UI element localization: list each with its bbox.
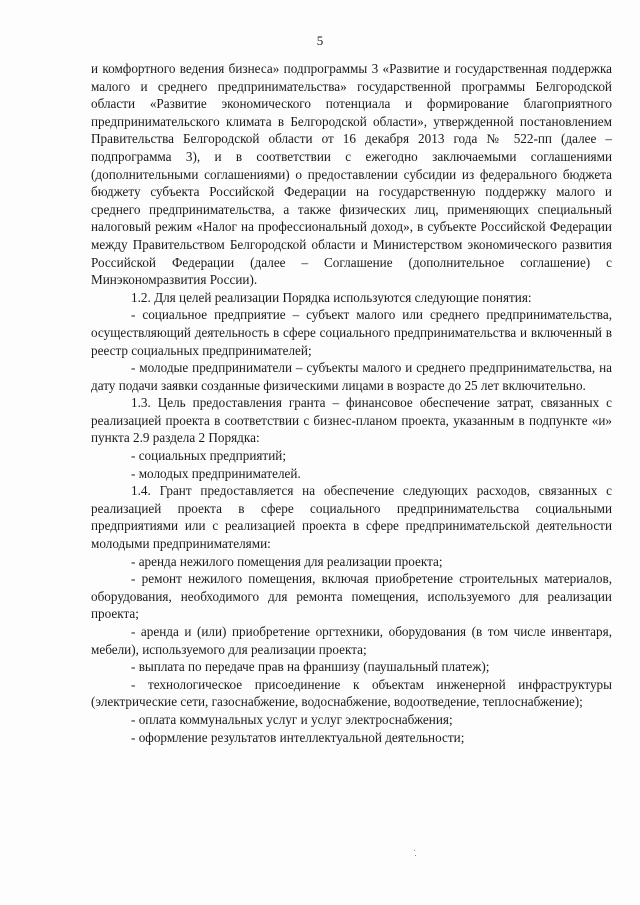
list-item: - социальных предприятий;	[131, 448, 286, 464]
paragraph-1-3: 1.3. Цель предоставления гранта – финансовое обеспечение затрат, связанных с реализацией проекта в соответствии с бизнес-планом проекта, указанным в подпункте «и» пункта 2.9 раздела 2 Порядка:	[91, 395, 612, 446]
definition-young-entrepreneurs: - молодые предприниматели – субъекты малого и среднего предпринимательства, на дату подачи заявки созданные физическими лицами в возрасте до 25 лет включительно.	[91, 360, 612, 393]
scan-speck	[415, 855, 416, 856]
paragraph-intro: и комфортного ведения бизнеса» подпрограммы 3 «Развитие и государственная поддержка малого и среднего предпринимательства» государственной программы Белгородской области «Развитие экономического потенциала и формирование благоприятного предпринимательского климата в Белгородской области», утвержденной постановлением Правительства Белгородской области от 16 декабря 2013 года № 522-пп (далее – подпрограмма 3), и в соответствии с ежегодно заключаемыми соглашениями (дополнительными соглашениями) о предоставлении субсидии из федерального бюджета бюджету субъекта Российской Федерации на государственную поддержку малого и среднего предпринимательства, а также физических лиц, применяющих специальный налоговый режим «Налог на профессиональный доход», в субъекте Российской Федерации между Правительством Белгородской области и Министерством экономического развития Российской Федерации (далее – Соглашение (дополнительное соглашение) с Минэкономразвития России).	[91, 61, 612, 288]
expense-item: - технологическое присоединение к объектам инженерной инфраструктуры (электрические сети, газоснабжение, водоснабжение, водоотведение, теплоснабжение);	[91, 676, 612, 710]
paragraph-1-4: 1.4. Грант предоставляется на обеспечение следующих расходов, связанных с реализацией проекта в сфере социального предпринимательства социальными предприятиями или с реализацией проекта в сфере предпринимательской деятельности молодыми предпринимателями:	[91, 483, 612, 552]
list-item: - молодых предпринимателей.	[131, 465, 301, 481]
document-body	[91, 60, 612, 746]
paragraph-1-2: 1.2. Для целей реализации Порядка используются следующие понятия:	[131, 289, 532, 305]
expense-item: - оформление результатов интеллектуальной деятельности;	[131, 729, 465, 745]
expense-item: - ремонт нежилого помещения, включая приобретение строительных материалов, оборудования, необходимого для ремонта помещения, используемого для реализации проекта;	[91, 571, 612, 622]
expense-item: - аренда и (или) приобретение оргтехники, оборудования (в том числе инвентаря, мебели), используемого для реализации проекта;	[91, 624, 612, 657]
expense-item: - оплата коммунальных услуг и услуг электроснабжения;	[131, 711, 453, 727]
page-number: 5	[316, 33, 324, 48]
expense-item: - аренда нежилого помещения для реализации проекта;	[131, 553, 443, 569]
definition-social-enterprise: - социальное предприятие – субъект малого или среднего предпринимательства, осуществляющий деятельность в сфере социального предпринимательства и включенный в реестр социальных предпринимателей;	[91, 307, 612, 358]
scan-speck	[414, 850, 415, 851]
expense-item: - выплата по передаче прав на франшизу (паушальный платеж);	[131, 659, 490, 675]
